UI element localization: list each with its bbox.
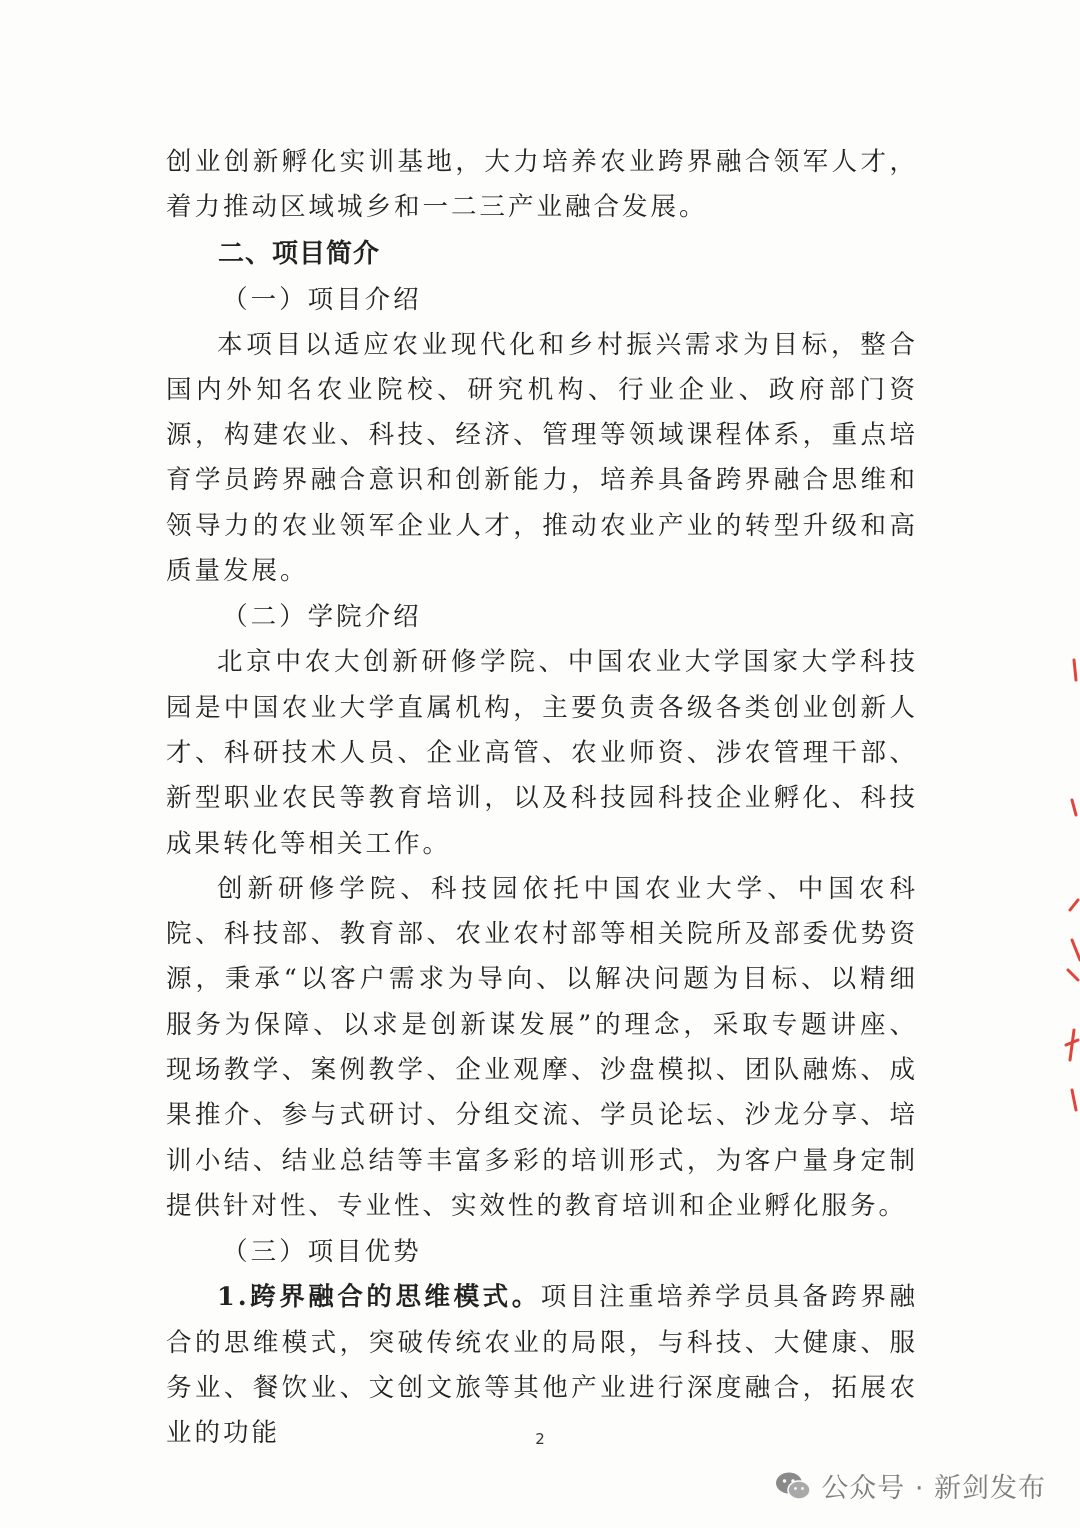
wechat-watermark	[775, 1466, 1046, 1505]
subsection-two-body-1: 北京中农大创新研修学院、中国农业大学国家大学科技园是中国农业大学直属机构，主要负责各级各类创业创新人才、科研技术人员、企业高管、农业师资、涉农管理干部、新型职业农民等教育培训，以及科技园科技企业孵化、科技成果转化等相关工作。	[166, 647, 918, 859]
section-two-title: 二、项目简介	[218, 238, 381, 269]
subsection-three-title: （三）项目优势	[222, 1237, 422, 1268]
advantage-1-title: 1.跨界融合的思维模式。	[217, 1282, 541, 1313]
paragraph-continued: 创业创新孵化实训基地，大力培养农业跨界融合领军人才，着力推动区域城乡和一二三产业融合发展。	[166, 147, 918, 223]
page-number: 2	[535, 1430, 545, 1448]
advantage-1-body: 项目注重培养学员具备跨界融合的思维模式，突破传统农业的局限，与科技、大健康、服务业、餐饮业、文创文旅等其他产业进行深度融合，拓展农业的功能	[166, 1282, 918, 1449]
subsection-one-title: （一）项目介绍	[222, 284, 422, 315]
document-body	[166, 140, 918, 1456]
subsection-one-body: 本项目以适应农业现代化和乡村振兴需求为目标，整合国内外知名农业院校、研究机构、行业企业、政府部门资源，构建农业、科技、经济、管理等领域课程体系，重点培育学员跨界融合意识和创新能力，培养具备跨界融合思维和领导力的农业领军企业人才，推动农业产业的转型升级和高质量发展。	[166, 329, 918, 587]
red-seal-edge	[1060, 640, 1080, 1120]
subsection-two-body-2: 创新研修学院、科技园依托中国农业大学、中国农科院、科技部、教育部、农业农村部等相关院所及部委优势资源，秉承“以客户需求为导向、以解决问题为目标、以精细服务为保障、以求是创新谋发展”的理念，采取专题讲座、现场教学、案例教学、企业观摩、沙盘模拟、团队融炼、成果推介、参与式研讨、分组交流、学员论坛、沙龙分享、培训小结、结业总结等丰富多彩的培训形式，为客户量身定制提供针对性、专业性、实效性的教育培训和企业孵化服务。	[166, 873, 918, 1221]
wechat-icon	[775, 1471, 811, 1501]
watermark-text: 公众号 · 新剑发布	[821, 1473, 1046, 1504]
subsection-two-title: （二）学院介绍	[222, 602, 422, 633]
